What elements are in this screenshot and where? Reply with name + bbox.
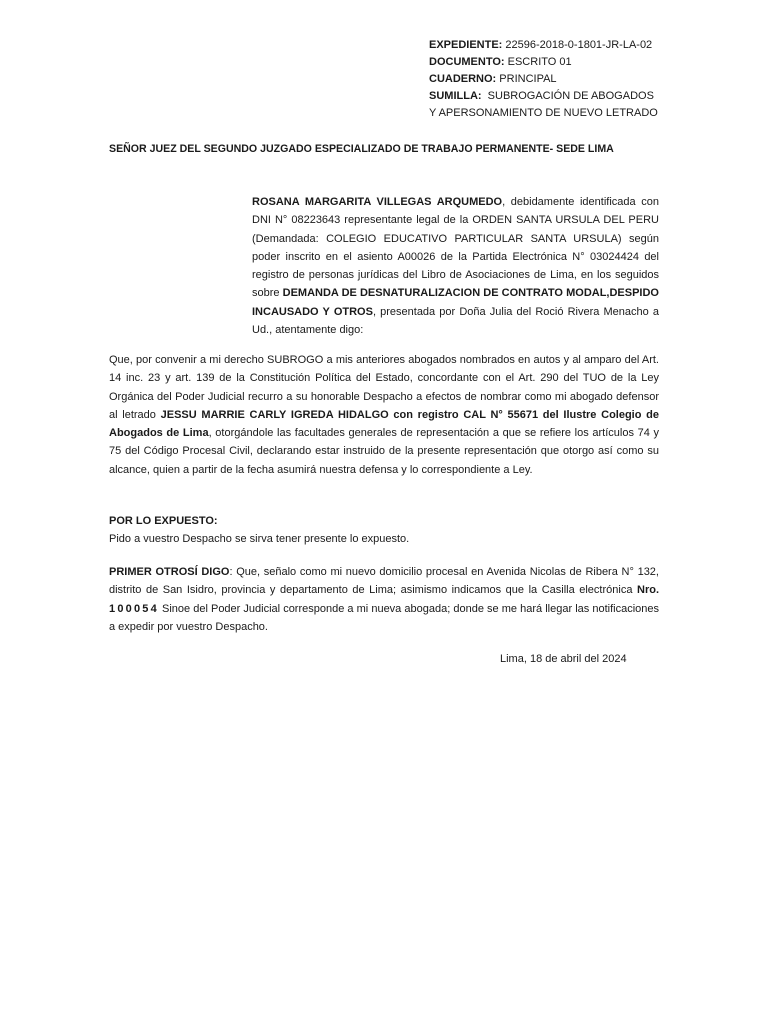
expediente-line <box>429 37 729 54</box>
otrosi-paragraph <box>109 563 659 636</box>
addressee-heading: SEÑOR JUEZ DEL SEGUNDO JUZGADO ESPECIALIZADO DE TRABAJO PERMANENTE- SEDE LIMA <box>109 143 614 155</box>
petitioner-name: ROSANA MARGARITA VILLEGAS ARQUMEDO <box>252 196 503 208</box>
casilla-label: Nro. <box>637 584 659 597</box>
casilla-number: 100054 <box>109 602 159 615</box>
documento-label: DOCUMENTO: <box>429 56 505 68</box>
cuaderno-line <box>429 71 729 88</box>
otrosi-text-2: Sinoe del Poder Judicial corresponde a mi nueva abogada; donde se me hará llegar las notificaciones a expedir por vuestro Despacho. <box>109 602 659 633</box>
intro-paragraph <box>252 193 659 339</box>
expediente-label: EXPEDIENTE: <box>429 39 503 51</box>
sumilla-line <box>429 88 729 105</box>
expuesto-heading-text: POR LO EXPUESTO: <box>109 515 218 527</box>
expuesto-text: Pido a vuestro Despacho se sirva tener presente lo expuesto. <box>109 533 410 546</box>
intro-text-2: , presentada por Doña Julia del Roció Rivera Menacho a Ud., atentamente digo: <box>252 305 659 337</box>
expuesto-heading <box>109 512 659 530</box>
intro-text-1: , debidamente identificada con DNI N° 08223643 representante legal de la ORDEN SANTA URSULA DEL PERU (Demandada: COLEGIO EDUCATIVO PARTICULAR SANTA URSULA) según poder inscrito en el asiento A00026 de la Partida Electrónica N° 03024424 del registro de personas jurídicas del Libro de Asociaciones de Lima, en los seguidos sobre <box>252 196 659 300</box>
subrogation-paragraph <box>109 351 659 479</box>
demanda-title: DEMANDA DE DESNATURALIZACION DE CONTRATO MODAL,DESPIDO INCAUSADO Y OTROS <box>252 287 659 318</box>
cuaderno-label: CUADERNO: <box>429 73 497 85</box>
body-text-1: Que, por convenir a mi derecho SUBROGO a mis anteriores abogados nombrados en autos y al amparo del Art. 14 inc. 23 y art. 139 de la Constitución Política del Estado, concordante con el Art. 290 del TUO de la Ley Orgánica del Poder Judicial recurro a su honorable Despacho a efectos de nombrar como mi abogado defensor al letrado <box>109 354 659 421</box>
sumilla-line-2: Y APERSONAMIENTO DE NUEVO LETRADO <box>429 107 658 119</box>
cuaderno-value: PRINCIPAL <box>496 73 557 85</box>
sumilla-value: SUBROGACIÓN DE ABOGADOS <box>481 90 654 102</box>
lawyer-name: JESSU MARRIE CARLY IGREDA HIDALGO con registro CAL N° 55671 del Ilustre Colegio de Abogados de Lima <box>109 408 659 440</box>
expediente-value: 22596-2018-0-1801-JR-LA-02 <box>502 39 653 51</box>
case-header <box>429 37 729 122</box>
documento-line <box>429 54 729 71</box>
sumilla-label: SUMILLA: <box>429 90 482 102</box>
expuesto-section <box>109 512 659 549</box>
body-text-2: , otorgándole las facultades generales de representación a que se refiere los artículos 74 y 75 del Código Procesal Civil, declarando estar instruido de la presente representación que otorgo así como su alcance, quien a partir de la fecha asumirá nuestra defensa y lo correspondiente a Ley. <box>109 427 659 476</box>
documento-value: ESCRITO 01 <box>504 56 572 68</box>
otrosi-text-1: : Que, señalo como mi nuevo domicilio procesal en Avenida Nicolas de Ribera N° 132, distrito de San Isidro, provincia y departamento de Lima; asimismo indicamos que la Casilla electrónica <box>109 566 659 597</box>
date-line: Lima, 18 de abril del 2024 <box>500 653 627 665</box>
otrosi-heading: PRIMER OTROSÍ DIGO <box>109 566 230 578</box>
